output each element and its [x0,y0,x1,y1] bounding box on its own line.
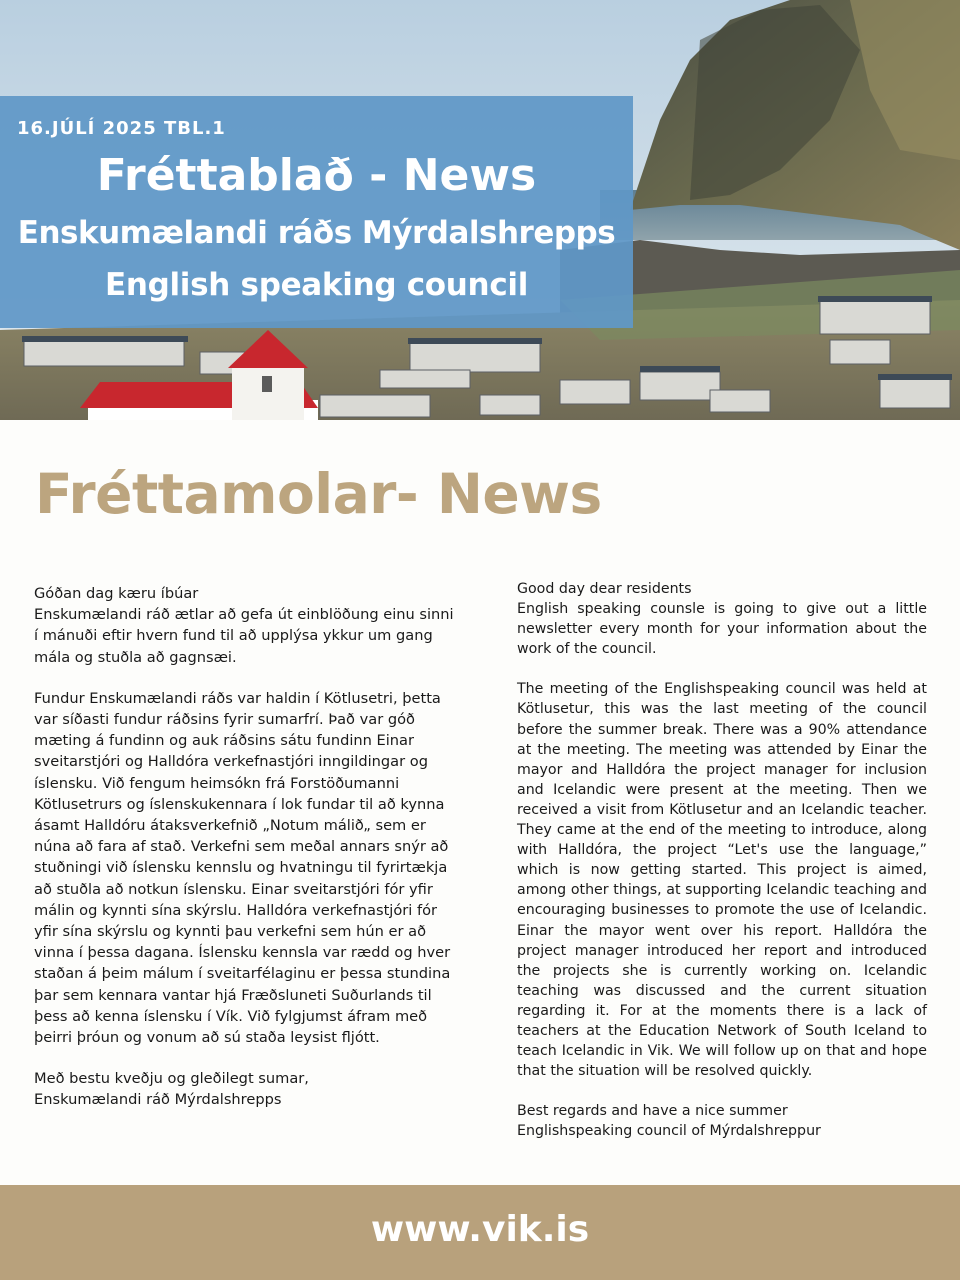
footer-bar [0,1185,960,1280]
english-greeting: Good day dear residents [517,581,692,597]
icelandic-closing: Með bestu kveðju og gleðilegt sumar, [34,1070,309,1088]
icelandic-signature: Enskumælandi ráð Mýrdalshrepps [34,1091,282,1109]
newsletter-title: Fréttablað - News [96,150,537,201]
hero-banner [0,0,960,420]
issue-date: 16.JÚLÍ 2025 TBL.1 [17,118,226,139]
website-link[interactable]: www.vik.is [370,1209,590,1250]
english-closing: Best regards and have a nice summer [517,1103,788,1120]
english-intro: English speaking counsle is going to give out a little newsletter every month for your information about the work of the council. [517,601,927,658]
masthead-panel [0,96,633,328]
english-signature: Englishspeaking council of Mýrdalshreppur [517,1123,821,1140]
icelandic-intro: Enskumælandi ráð ætlar að gefa út einblöðung einu sinni í mánuði eftir hvern fund til að upplýsa ykkur um gang mála og stuðla að gagnsæi. [34,606,454,666]
english-column [517,579,927,1161]
icelandic-greeting: Góðan dag kæru íbúar [34,585,199,602]
section-heading: Fréttamolar- News [35,462,602,526]
icelandic-column [34,583,454,1131]
icelandic-body: Fundur Enskumælandi ráðs var haldin í Kötlusetri, þetta var síðasti fundur ráðsins fyrir sumarfrí. Það var góð mæting á fundinn og auk ráðsins sátu fundinn Einar sveitarstjóri og Halldóra verkefnastjóri inngildingar og íslensku. Við fengum heimsókn frá Forstöðumanni Kötlusetrurs og íslenskukennara í lok fundar til að kynna ásamt Halldóru átaksverkefnið „Notum málið„ sem er núna að fara af stað. Verkefni sem meðal annars snýr að stuðningi við íslensku kennslu og hvatningu til fyrirtækja að stuðla að notkun íslensku. Einar sveitarstjóri fór yfir málin og kynnti sína skýrslu. Halldóra verkefnastjóri fór yfir sína skýrslu og kynnti þau verkefni sem hún er að vinna í þessa dagana. Íslensku kennsla var rædd og hver staðan á þeim málum í sveitarfélaginu er þessa stundina þar sem kennara vantar hjá Fræðsluneti Suðurlands til þess að kenna íslensku í Vík. Við fylgjumst áfram með þeirri þróun og vonum að sú staða leysist fljótt. [34,689,451,1047]
council-name-icelandic: Enskumælandi ráðs Mýrdalshrepps [17,215,616,251]
council-name-english: English speaking council [104,267,529,303]
english-body: The meeting of the Englishspeaking council was held at Kötlusetur, this was the last meeting of the council before the summer break. There was a 90% attendance at the meeting. The meeting was attended by Einar the mayor and Halldóra the project manager for inclusion and Icelandic were present at the meeting. Then we received a visit from Kötlusetur and an Icelandic teacher. They came at the end of the meeting to introduce, along with Halldóra, the project “Let's use the language,” which is now getting started. This project is aimed, among other things, at supporting Icelandic teaching and encouraging businesses to promote the use of Icelandic. Einar the mayor went over his report. Halldóra the project manager introduced her report and introduced the projects she is currently working on. Icelandic teaching was discussed and the current situation regarding it. For at the moments there is a lack of teachers at the Education Network of South Iceland to teach Icelandic in Vik. We will follow up on that and hope that the situation will be resolved quickly. [517,681,927,1080]
